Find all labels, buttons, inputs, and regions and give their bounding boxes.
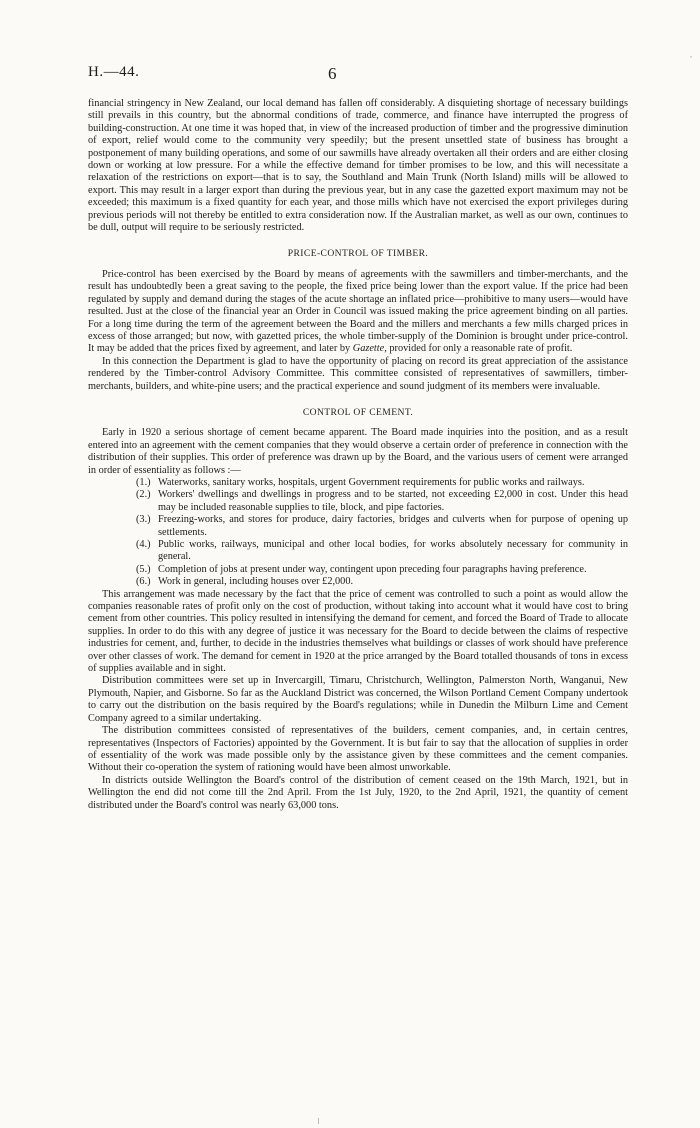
document-code: H.—44. [88,64,140,80]
list-item-text: Waterworks, sanitary works, hospitals, urgent Government requirements for public works and railways. [158,476,585,488]
list-item-number: (1.) [136,476,151,488]
list-item-text: Freezing-works, and stores for produce, dairy factories, bridges and culverts when for purpose of opening up settlements. [158,514,628,538]
list-item-text: Workers' dwellings and dwellings in progress and to be started, not exceeding £2,000 in cost. Under this head may be included reasonable supplies to tile, block, and pipe factories. [158,489,628,513]
list-item [88,514,628,539]
page-body [88,98,628,812]
price-control-paragraph-2: In this connection the Department is glad to have the opportunity of placing on record its great appreciation of the assistance rendered by the Timber-control Advisory Committee. This committee consisted of representatives of sawmillers, timber-merchants, builders, and white-pine users; and the practical experience and sound judgment of its members were invaluable. [88,355,628,392]
list-item [88,477,628,489]
cement-paragraph-5: In districts outside Wellington the Board's control of the distribution of cement ceased on the 19th March, 1921, but in Wellington the end did not come till the 2nd April. From the 1st July, 1920, to the 2nd April, 1921, the quantity of cement distributed under the Board's control was nearly 63,000 tons. [88,774,628,811]
price-control-text-b: , provided for only a reasonable rate of profit. [384,343,573,355]
list-item-number: (3.) [136,514,151,526]
list-item-number: (4.) [136,539,151,550]
list-item-number: (5.) [136,563,151,575]
margin-mark: , [690,50,692,59]
cement-paragraph-2: This arrangement was made necessary by the fact that the price of cement was controlled to such a point as would allow the companies reasonable rates of profit only on the cost of production, without taking into account what it would have cost to bring cement from other countries. This policy resulted in intensifying the demand for cement, and forced the Board of Trade to allocate supplies. In order to do this with any degree of justice it was necessary for the Board to decide between the claims of respective industries for cement, and, further, to decide in the industries themselves what buildings or classes of work should have preference over other classes of work. The demand for cement in 1920 at the price arranged by the Board totalled thousands of tons in excess of supplies available and in sight. [88,588,628,675]
page-number: 6 [328,64,337,83]
list-item [88,489,628,514]
page-header [88,64,628,88]
price-control-paragraph-1 [88,269,628,356]
list-item-number: (2.) [136,489,151,501]
list-item-text: Public works, railways, municipal and other local bodies, for works absolutely necessary for community in general. [158,539,628,563]
price-control-text-a: Price-control has been exercised by the Board by means of agreements with the sawmillers and timber-merchants, and the result has undoubtedly been a great saving to the people, the fixed price being lower than the export value. If the price had been regulated by supply and demand during the stages of the acute shortage an inflated price—prohibitive to many users—would have resulted. Just at the close of the financial year an Order in Council was issued making the price agreement binding on all parties. For a long time during the term of the agreement between the Board and the millers and merchants a few mills charged prices in excess of those arranged; but now, with gazetted prices, the whole timber-supply of the Dominion is brought under price-control. It may be added that the prices fixed by agreement, and later by [88,268,628,355]
cement-heading: CONTROL OF CEMENT. [302,406,414,418]
page-mark [318,1118,319,1124]
list-item-text: Work in general, including houses over £2,000. [158,576,354,588]
cement-paragraph-3: Distribution committees were set up in Invercargill, Timaru, Christchurch, Wellington, Palmerston North, Wanganui, New Plymouth, Napier, and Gisborne. So far as the Auckland District was concerned, the Wilson Portland Cement Company undertook to carry out the distribution on the basis required by the Board's regulations; while in Dunedin the Milburn Lime and Cement Company agreed to a similar undertaking. [88,675,628,724]
list-item [88,564,628,576]
list-item-text: Completion of jobs at present under way, contingent upon preceding four paragraphs having preference. [158,563,587,575]
list-item [88,539,628,564]
price-control-heading: PRICE-CONTROL OF TIMBER. [287,248,429,260]
preference-list [88,477,628,589]
gazette-italic: Gazette [352,343,385,355]
cement-paragraph-1: Early in 1920 a serious shortage of cement became apparent. The Board made inquiries into the position, and as a result entered into an agreement with the cement companies that they would observe a certain order of preference in connection with the distribution of their supplies. This order of preference was drawn up by the Board, and the various users of cement were arranged in order of essentiality as follows :— [88,427,628,476]
list-item [88,576,628,588]
cement-paragraph-4: The distribution committees consisted of representatives of the builders, cement companies, and, in certain centres, representatives (Inspectors of Factories) appointed by the Government. It is but fair to say that the allocation of supplies in order of essentiality of the work was made possible only by the assistance given by these committees and the cement companies. Without their co-operation the system of rationing would have been almost unworkable. [88,725,628,774]
intro-paragraph: financial stringency in New Zealand, our local demand has fallen off considerably. A disquieting shortage of necessary buildings still prevails in this country, but the abnormal conditions of trade, commerce, and finance have interrupted the progress of building-construction. At one time it was hoped that, in view of the increased production of timber and the progressive diminution of export, relief would come to the community very speedily; but the present unsettled state of business has brought a postponement of many building operations, and some of our sawmills have already overtaken all their orders and are either closing down or working at low pressure. For a while the effective demand for timber promises to be low, and this will necessitate a relaxation of the restrictions on export—that is to say, the Southland and Main Trunk (North Island) mills will be allowed to export. This may result in a larger export than during the previous year, but in any case the gazetted export maximum may not be exceeded; this maximum is a fixed quantity for each year, and those mills which have not exercised the export privileges during previous periods will not thereby be entitled to extra consideration now. If the Australian market, as well as our own, continues to be dull, output will require to be seriously restricted. [88,98,628,234]
list-item-number: (6.) [136,576,151,588]
